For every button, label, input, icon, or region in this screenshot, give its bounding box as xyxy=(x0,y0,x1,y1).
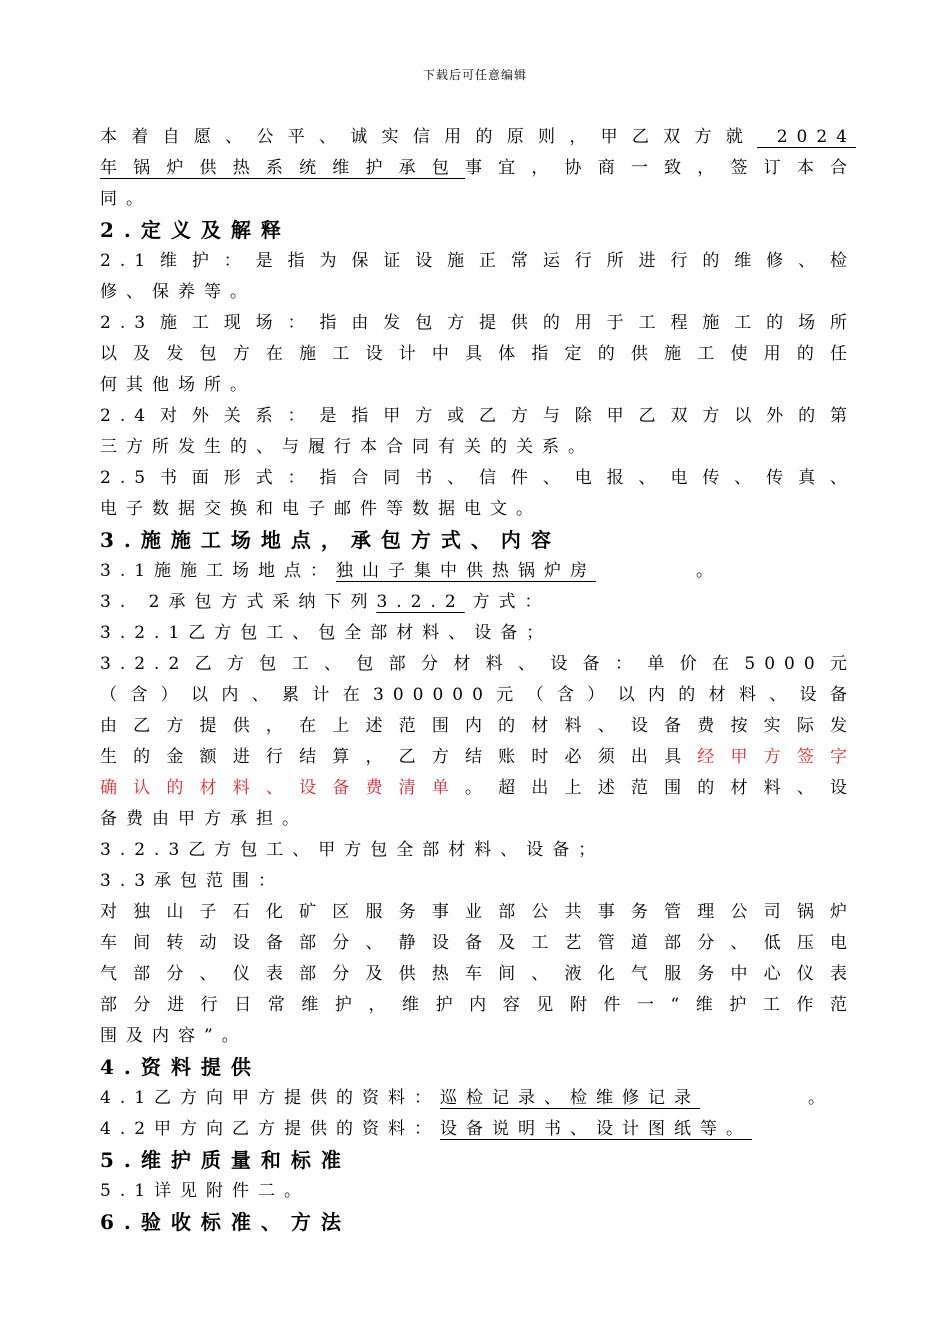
quality-5-1: 5.1详见附件二。 xyxy=(100,1181,311,1201)
mode-3-2-2-line-4: 生的金额进行结算，乙方结账时必须出具经甲方签字 xyxy=(100,747,857,767)
mode-3-2-1: 3.2.1乙方包工、包全部材料、设备； xyxy=(100,623,553,643)
intro-line-1: 本着自愿、公平、诚实信用的原则，甲乙双方就 2024 xyxy=(100,127,857,147)
mode-3-2-2-line-5: 确认的材料、设备费清单。超出上述范围的材料、设 xyxy=(100,778,856,798)
section-3-title: 3.施施工场地点，承包方式、内容 xyxy=(100,528,561,552)
info-4-2-value: 设备说明书、设计图纸等。 xyxy=(440,1119,753,1139)
mode-3-2-3: 3.2.3乙方包工、甲方包全部材料、设备； xyxy=(100,840,605,860)
mode-3-2-2-line-2: （含）以内、累计在300000元（含）以内的材料、设备 xyxy=(100,685,856,705)
def-2-4-line-1: 2.4对外关系：是指甲方或乙方与除甲乙双方以外的第 xyxy=(100,406,856,426)
scope-line-4: 部分进行日常维护，维护内容见附件一“维护工作范 xyxy=(100,995,856,1015)
def-2-5-line-2: 电子数据交换和电子邮件等数据电文。 xyxy=(100,499,542,519)
highlight-text: 确认的材料、设备费清单 xyxy=(100,778,465,798)
scope-line-3: 气部分、仪表部分及供热车间、液化气服务中心仪表 xyxy=(100,964,856,984)
mode-3-2-2-line-3: 由乙方提供，在上述范围内的材料、设备费按实际发 xyxy=(100,716,856,736)
highlight-text: 经甲方签字 xyxy=(697,747,857,767)
section-6-title: 6.验收标准、方法 xyxy=(100,1210,351,1234)
year-blank: 2024 xyxy=(757,127,857,147)
contract-body xyxy=(100,122,856,1238)
info-4-1-value: 巡检记录、检维修记录 xyxy=(440,1088,701,1108)
def-2-5-line-1: 2.5书面形式：指合同书、信件、电报、电传、传真、 xyxy=(100,468,856,488)
intro-line-2: 年锅炉供热系统维护承包事宜，协商一致，签订本合 xyxy=(100,158,856,178)
section-2-title: 2.定义及解释 xyxy=(100,218,291,242)
intro-line-3: 同。 xyxy=(100,189,152,209)
scope-label: 3.3承包范围： xyxy=(100,871,285,891)
info-4-1: 4.1乙方向甲方提供的资料：巡检记录、检维修记录 。 xyxy=(100,1083,856,1114)
site-value: 独山子集中供热锅炉房 xyxy=(336,561,597,581)
mode-value: 3.2.2 xyxy=(376,592,465,612)
scope-line-2: 车间转动设备部分、静设备及工艺管道部分、低压电 xyxy=(100,933,856,953)
mode-line: 3. 2承包方式采纳下列3.2.2 方式： xyxy=(100,587,856,618)
subject-blank: 年锅炉供热系统维护承包 xyxy=(100,158,465,178)
site-line: 3.1施施工场地点：独山子集中供热锅炉房 。 xyxy=(100,556,856,587)
section-5-title: 5.维护质量和标准 xyxy=(100,1148,351,1172)
scope-line-1: 对独山子石化矿区服务事业部公共事务管理公司锅炉 xyxy=(100,902,856,922)
info-4-2: 4.2甲方向乙方提供的资料：设备说明书、设计图纸等。 xyxy=(100,1114,856,1145)
def-2-3-line-3: 何其他场所。 xyxy=(100,375,256,395)
page-header: 下载后可任意编辑 xyxy=(422,68,527,82)
def-2-3-line-2: 以及发包方在施工设计中具体指定的供施工使用的任 xyxy=(100,344,856,364)
mode-3-2-2-line-6: 备费由甲方承担。 xyxy=(100,809,308,829)
def-2-4-line-2: 三方所发生的、与履行本合同有关的关系。 xyxy=(100,437,594,457)
scope-line-5: 围及内容”。 xyxy=(100,1026,248,1046)
def-2-1-line-2: 修、保养等。 xyxy=(100,282,256,302)
def-2-1-line-1: 2.1维护：是指为保证设施正常运行所进行的维修、检 xyxy=(100,251,856,271)
def-2-3-line-1: 2.3施工现场：指由发包方提供的用于工程施工的场所 xyxy=(100,313,856,333)
section-4-title: 4.资料提供 xyxy=(100,1055,261,1079)
mode-3-2-2-line-1: 3.2.2乙方包工、包部分材料、设备：单价在5000元 xyxy=(100,654,856,674)
